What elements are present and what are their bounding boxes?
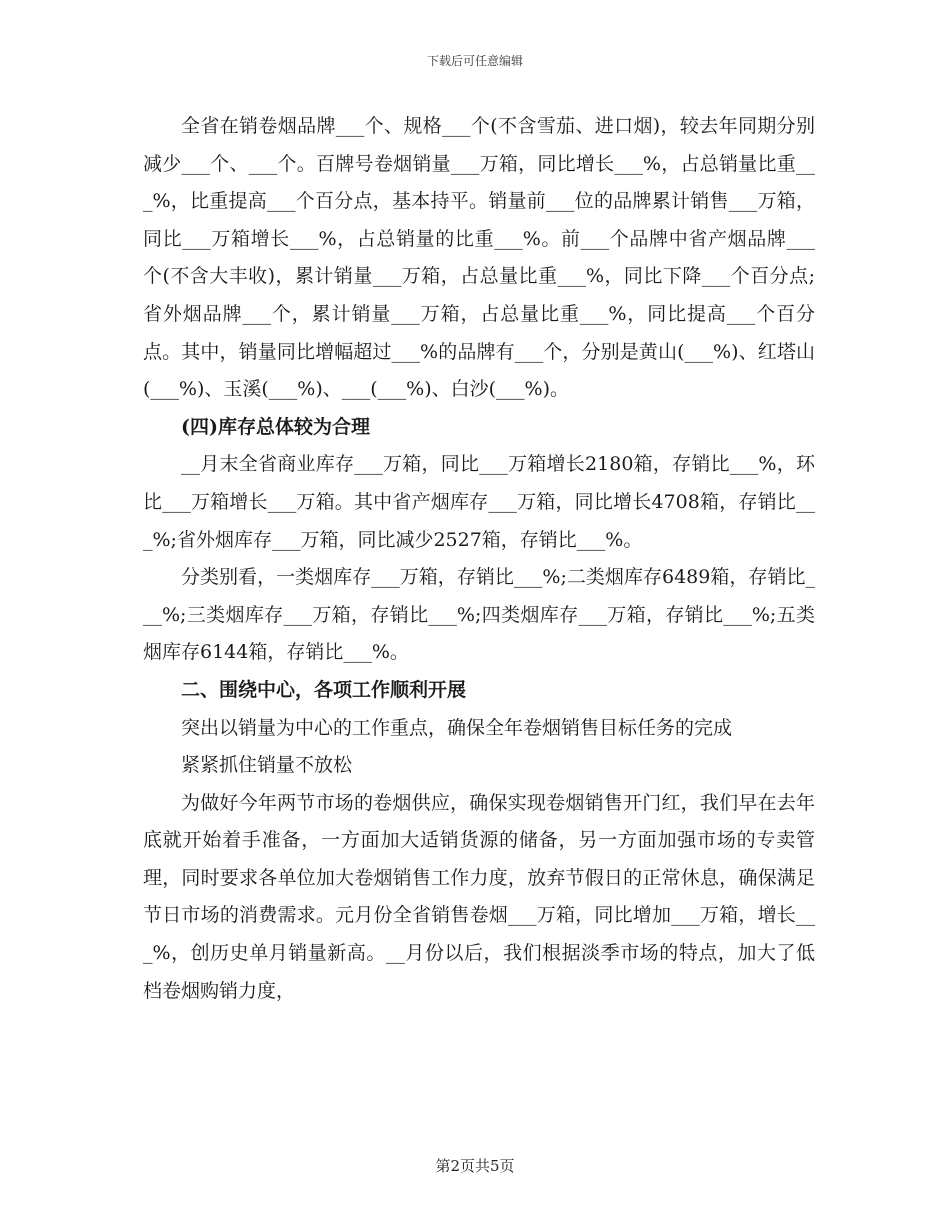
paragraph-holiday-supply: 为做好今年两节市场的卷烟供应，确保实现卷烟销售开门红，我们早在去年底就开始着手准备，一方面加大适销货源的储备，另一方面加强市场的专卖管理，同时要求各单位加大卷烟销售工作力度，放弃节假日的正常休息，确保满足节日市场的消费需求。元月份全省销售卷烟___万箱，同比增加___万箱，增长___%，创历史单月销量新高。__月份以后，我们根据淡季市场的特点，加大了低档卷烟购销力度， <box>143 791 815 1002</box>
document-body <box>143 108 815 1010</box>
paragraph-brands: 全省在销卷烟品牌___个、规格___个(不含雪茄、进口烟)，较去年同期分别减少___个、___个。百牌号卷烟销量___万箱，同比增长___%，占总销量比重___%，比重提高___个百分点，基本持平。销量前___位的品牌累计销售___万箱，同比___万箱增长___%，占总销量的比重___%。前___个品牌中省产烟品牌___个(不含大丰收)，累计销量___万箱，占总量比重___%，同比下降___个百分点;省外烟品牌___个，累计销量___万箱，占总量比重___%，同比提高___个百分点。其中，销量同比增幅超过___%的品牌有___个，分别是黄山(___%)、红塔山(___%)、玉溪(___%)、___(___%)、白沙(___%)。 <box>143 115 815 401</box>
paragraph-category-inventory: 分类别看，一类烟库存___万箱，存销比___%;二类烟库存6489箱，存销比___%;三类烟库存___万箱，存销比___%;四类烟库存___万箱，存销比___%;五类烟库存6144箱，存销比___%。 <box>143 566 815 664</box>
paragraph-inventory: __月末全省商业库存___万箱，同比___万箱增长2180箱，存销比___%，环比___万箱增长___万箱。其中省产烟库存___万箱，同比增长4708箱，存销比___%;省外烟库存___万箱，同比减少2527箱，存销比___%。 <box>143 453 815 551</box>
page-footer: 第2页共5页 <box>435 1157 515 1175</box>
section-heading-work: 二、围绕中心，各项工作顺利开展 <box>181 678 467 701</box>
paragraph-sales-subheading: 紧紧抓住销量不放松 <box>181 754 353 777</box>
paragraph-focus: 突出以销量为中心的工作重点，确保全年卷烟销售目标任务的完成 <box>181 716 733 739</box>
section-heading-inventory: (四)库存总体较为合理 <box>181 415 370 438</box>
page-header: 下载后可任意编辑 <box>426 54 523 68</box>
